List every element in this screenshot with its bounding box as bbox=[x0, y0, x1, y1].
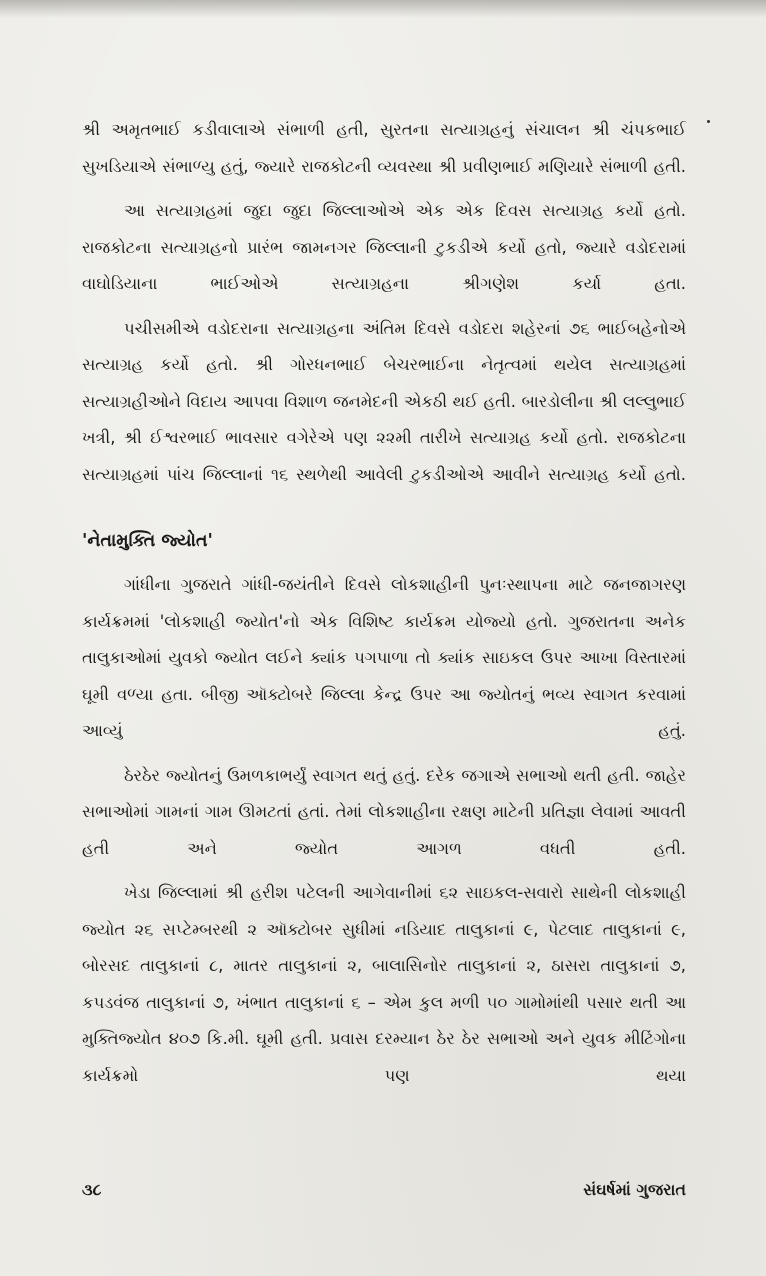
section-heading: 'નેતામુક્તિ જ્યોત' bbox=[82, 531, 213, 551]
page-top-shadow bbox=[0, 0, 766, 18]
paragraph-3: પચીસમીએ વડોદરાના સત્યાગ્રહના અંતિમ દિવસે વડોદરા શહેરનાં ૭૬ ભાઈબહેનોએ સત્યાગ્રહ કર્યો હતો. શ્રી ગોરધનભાઈ બેચરભાઈના નેતૃત્વમાં થયેલ સત્યાગ્રહમાં સત્યાગ્રહીઓને વિદાય આપવા વિશાળ જનમેદની એકઠી થઈ હતી. બારડોલીના શ્રી લલ્લુભાઈ ખત્રી, શ્રી ઈશ્વરભાઈ ભાવસાર વગેરેએ પણ ૨૨મી તારીખે સત્યાગ્રહ કર્યો હતો. રાજકોટના સત્યાગ્રહમાં પાંચ જિલ્લાનાં ૧૬ સ્થળેથી આવેલી ટુકડીઓએ આવીને સત્યાગ્રહ કર્યો હતો. bbox=[82, 318, 686, 484]
paragraph-6: ખેડા જિલ્લામાં શ્રી હરીશ પટેલની આગેવાનીમાં ૬૨ સાઇકલ-સવારો સાથેની લોકશાહી જ્યોત ૨૬ સપ્ટેમ્બરથી ૨ ઑક્ટોબર સુધીમાં નડિયાદ તાલુકાનાં ૯, પેટલાદ તાલુકાનાં ૯, બોરસદ તાલુકાનાં ૮, માતર તાલુકાનાં ૨, બાલાસિનોર તાલુકાનાં ૨, ઠાસરા તાલુકાનાં ૭, કપડવંજ તાલુકાનાં ૭, ખંભાત તાલુકાનાં ૬ – એમ કુલ મળી ૫૦ ગામોમાંથી પસાર થતી આ મુક્તિજ્યોત ૪૦૭ કિ.મી. ઘૂમી હતી. પ્રવાસ દરમ્યાન ઠેર ઠેર સભાઓ અને યુવક મીટિંગોના કાર્યક્રમો પણ થયા bbox=[82, 883, 686, 1085]
ink-dot bbox=[707, 120, 710, 123]
paragraph-2: આ સત્યાગ્રહમાં જુદા જુદા જિલ્લાઓએ એક એક દિવસ સત્યાગ્રહ કર્યો હતો. રાજકોટના સત્યાગ્રહનો પ્રારંભ જામનગર જિલ્લાની ટુકડીએ કર્યો હતો, જ્યારે વડોદરામાં વાઘોડિયાના ભાઈઓએ સત્યાગ્રહના શ્રીગણેશ કર્યા હતા. bbox=[82, 201, 686, 293]
page-body bbox=[82, 112, 686, 1102]
page-footer bbox=[82, 1180, 686, 1210]
paragraph-1: શ્રી અમૃતભાઈ કડીવાલાએ સંભાળી હતી, સુરતના સત્યાગ્રહનું સંચાલન શ્રી ચંપકભાઈ સુખડિયાએ સંભાળ્યુ હતું, જ્યારે રાજકોટની વ્યવસ્થા શ્રી પ્રવીણભાઈ મણિયારે સંભાળી હતી. bbox=[82, 120, 686, 176]
running-title: સંઘર્ષમાં ગુજરાત bbox=[583, 1180, 686, 1199]
paragraph-4: ગાંધીના ગુજરાતે ગાંધી-જયંતીને દિવસે લોકશાહીની પુનઃસ્થાપના માટે જનજાગરણ કાર્યક્રમમાં 'લોકશાહી જ્યોત'નો એક વિશિષ્ટ કાર્યક્રમ યોજ્યો હતો. ગુજરાતના અનેક તાલુકાઓમાં યુવકો જ્યોત લઈને ક્યાંક પગપાળા તો ક્યાંક સાઇકલ ઉપર આખા વિસ્તારમાં ઘૂમી વળ્યા હતા. બીજી ઑક્ટોબરે જિલ્લા કેન્દ્ર ઉપર આ જ્યોતનું ભવ્ય સ્વાગત કરવામાં આવ્યું હતું. bbox=[82, 575, 686, 740]
page-number: ૩૮ bbox=[82, 1180, 102, 1199]
paragraph-5: ઠેરઠેર જ્યોતનું ઉમળકાભર્યું સ્વાગત થતું હતું. દરેક જગાએ સભાઓ થતી હતી. જાહેર સભાઓમાં ગામનાં ગામ ઊમટતાં હતાં. તેમાં લોકશાહીના રક્ષણ માટેની પ્રતિજ્ઞા લેવામાં આવતી હતી અને જ્યોત આગળ વધતી હતી. bbox=[82, 765, 686, 858]
